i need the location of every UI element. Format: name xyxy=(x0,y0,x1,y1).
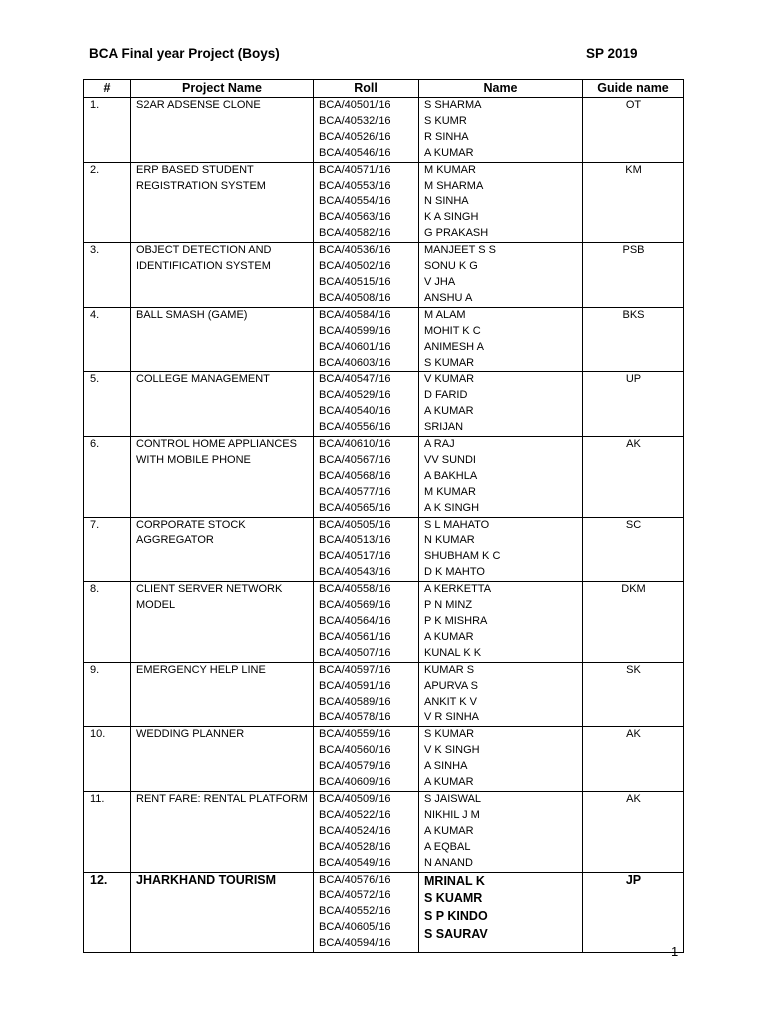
project-table xyxy=(83,79,684,953)
roll-number: BCA/40594/16 xyxy=(319,937,391,950)
student-name: V KUMAR xyxy=(424,373,475,386)
project-name: RENT FARE: RENTAL PLATFORM xyxy=(131,791,314,872)
name-cell xyxy=(419,372,583,437)
student-name: SRIJAN xyxy=(424,421,464,434)
student-name: P K MISHRA xyxy=(424,615,488,627)
student-name: ANSHU A xyxy=(424,291,473,304)
student-name: MANJEET S S xyxy=(424,244,496,257)
roll-number: BCA/40567/16 xyxy=(319,453,391,466)
student-name: A KUMAR xyxy=(424,824,474,837)
student-name: ANKIT K V xyxy=(424,695,477,708)
student-name: A KUMAR xyxy=(424,405,474,418)
guide-name: AK xyxy=(583,437,684,518)
roll-cell xyxy=(314,582,419,663)
roll-cell xyxy=(314,872,419,953)
roll-number: BCA/40552/16 xyxy=(319,905,391,918)
name-cell xyxy=(419,98,583,163)
table-row xyxy=(84,307,684,372)
roll-number: BCA/40536/16 xyxy=(319,244,391,257)
session-label: SP 2019 xyxy=(586,46,638,61)
roll-number: BCA/40576/16 xyxy=(319,873,391,886)
row-number: 2. xyxy=(84,162,131,243)
roll-number: BCA/40502/16 xyxy=(319,260,391,273)
project-name: BALL SMASH (GAME) xyxy=(131,307,314,372)
roll-number: BCA/40569/16 xyxy=(319,599,391,612)
roll-number: BCA/40528/16 xyxy=(319,840,391,853)
roll-number: BCA/40553/16 xyxy=(319,179,391,192)
roll-number: BCA/40564/16 xyxy=(319,615,391,627)
table-row xyxy=(84,98,684,163)
roll-number: BCA/40565/16 xyxy=(319,501,391,514)
roll-number: BCA/40601/16 xyxy=(319,340,391,353)
name-cell xyxy=(419,662,583,727)
roll-number: BCA/40554/16 xyxy=(319,195,391,208)
document-title: BCA Final year Project (Boys) xyxy=(89,46,280,61)
project-name: OBJECT DETECTION AND IDENTIFICATION SYSTEM xyxy=(131,243,314,308)
student-name: S KUMR xyxy=(424,114,467,127)
student-name: A KERKETTA xyxy=(424,583,492,596)
row-number: 3. xyxy=(84,243,131,308)
roll-number: BCA/40582/16 xyxy=(319,227,391,240)
student-name: S KUMAR xyxy=(424,728,475,741)
table-row xyxy=(84,243,684,308)
guide-name: KM xyxy=(583,162,684,243)
column-header-number: # xyxy=(84,80,131,98)
student-name: A K SINGH xyxy=(424,501,480,514)
name-cell xyxy=(419,243,583,308)
roll-number: BCA/40515/16 xyxy=(319,275,391,288)
student-name: A KUMAR xyxy=(424,146,474,159)
student-name: M KUMAR xyxy=(424,485,476,498)
roll-number: BCA/40603/16 xyxy=(319,356,391,369)
name-cell xyxy=(419,727,583,792)
student-name: SHUBHAM K C xyxy=(424,550,501,563)
name-cell xyxy=(419,582,583,663)
guide-name: OT xyxy=(583,98,684,163)
table-row xyxy=(84,372,684,437)
student-name: S L MAHATO xyxy=(424,518,490,531)
roll-number: BCA/40513/16 xyxy=(319,534,391,547)
student-name: N SINHA xyxy=(424,195,469,208)
roll-number: BCA/40563/16 xyxy=(319,211,391,224)
student-name: S SHARMA xyxy=(424,99,482,111)
student-name: A EQBAL xyxy=(424,840,471,853)
row-number: 9. xyxy=(84,662,131,727)
student-name: KUNAL K K xyxy=(424,646,482,659)
roll-number: BCA/40540/16 xyxy=(319,405,391,418)
table-row xyxy=(84,791,684,872)
roll-cell xyxy=(314,243,419,308)
roll-number: BCA/40571/16 xyxy=(319,163,391,176)
student-name: ANIMESH A xyxy=(424,340,484,353)
project-name: CONTROL HOME APPLIANCES WITH MOBILE PHONE xyxy=(131,437,314,518)
roll-number: BCA/40524/16 xyxy=(319,824,391,837)
student-name: S SAURAV xyxy=(424,926,488,941)
roll-number: BCA/40561/16 xyxy=(319,630,391,643)
table-row xyxy=(84,437,684,518)
roll-number: BCA/40556/16 xyxy=(319,421,391,434)
project-name: S2AR ADSENSE CLONE xyxy=(131,98,314,163)
table-row xyxy=(84,517,684,582)
table-row xyxy=(84,662,684,727)
student-name: S KUMAR xyxy=(424,356,475,369)
student-name: S JAISWAL xyxy=(424,792,482,805)
student-name: N ANAND xyxy=(424,856,473,869)
student-name: APURVA S xyxy=(424,679,479,692)
roll-number: BCA/40505/16 xyxy=(319,518,391,531)
roll-cell xyxy=(314,727,419,792)
roll-number: BCA/40577/16 xyxy=(319,485,391,498)
student-name: MOHIT K C xyxy=(424,324,481,337)
student-name: A BAKHLA xyxy=(424,469,478,482)
table-header-row xyxy=(84,80,684,98)
roll-number: BCA/40605/16 xyxy=(319,921,391,934)
project-name: WEDDING PLANNER xyxy=(131,727,314,792)
roll-number: BCA/40597/16 xyxy=(319,663,391,676)
roll-number: BCA/40560/16 xyxy=(319,744,391,757)
guide-name: SK xyxy=(583,662,684,727)
roll-number: BCA/40543/16 xyxy=(319,566,391,579)
roll-cell xyxy=(314,662,419,727)
student-name: S P KINDO xyxy=(424,909,488,924)
project-name: CORPORATE STOCK AGGREGATOR xyxy=(131,517,314,582)
roll-number: BCA/40546/16 xyxy=(319,146,391,159)
roll-number: BCA/40584/16 xyxy=(319,308,391,321)
student-name: G PRAKASH xyxy=(424,227,489,240)
roll-number: BCA/40501/16 xyxy=(319,99,391,111)
roll-number: BCA/40547/16 xyxy=(319,373,391,386)
guide-name: BKS xyxy=(583,307,684,372)
roll-number: BCA/40568/16 xyxy=(319,469,391,482)
student-name: KUMAR S xyxy=(424,663,475,676)
table-row xyxy=(84,582,684,663)
student-name: A KUMAR xyxy=(424,630,474,643)
guide-name: DKM xyxy=(583,582,684,663)
project-name: EMERGENCY HELP LINE xyxy=(131,662,314,727)
name-cell xyxy=(419,517,583,582)
student-name: MRINAL K xyxy=(424,873,485,888)
roll-number: BCA/40579/16 xyxy=(319,760,391,773)
roll-number: BCA/40526/16 xyxy=(319,130,391,143)
roll-number: BCA/40509/16 xyxy=(319,792,391,805)
page-number: 1 xyxy=(671,944,679,959)
row-number: 12. xyxy=(84,872,131,953)
column-header-project: Project Name xyxy=(131,80,314,98)
table-row xyxy=(84,162,684,243)
roll-number: BCA/40532/16 xyxy=(319,114,391,127)
table-row xyxy=(84,727,684,792)
row-number: 7. xyxy=(84,517,131,582)
student-name: V JHA xyxy=(424,275,456,288)
row-number: 11. xyxy=(84,791,131,872)
row-number: 5. xyxy=(84,372,131,437)
student-name: V R SINHA xyxy=(424,711,480,724)
row-number: 8. xyxy=(84,582,131,663)
project-name: CLIENT SERVER NETWORK MODEL xyxy=(131,582,314,663)
roll-cell xyxy=(314,437,419,518)
student-name: D FARID xyxy=(424,389,468,402)
guide-name: UP xyxy=(583,372,684,437)
student-name: V K SINGH xyxy=(424,744,480,757)
roll-number: BCA/40529/16 xyxy=(319,389,391,402)
roll-number: BCA/40599/16 xyxy=(319,324,391,337)
student-name: K A SINGH xyxy=(424,211,479,224)
column-header-guide: Guide name xyxy=(583,80,684,98)
roll-number: BCA/40578/16 xyxy=(319,711,391,724)
name-cell xyxy=(419,162,583,243)
roll-cell xyxy=(314,98,419,163)
roll-number: BCA/40610/16 xyxy=(319,438,391,451)
student-name: NIKHIL J M xyxy=(424,808,480,821)
guide-name: SC xyxy=(583,517,684,582)
roll-number: BCA/40508/16 xyxy=(319,291,391,304)
roll-cell xyxy=(314,517,419,582)
roll-cell xyxy=(314,791,419,872)
student-name: N KUMAR xyxy=(424,534,475,547)
roll-number: BCA/40559/16 xyxy=(319,728,391,741)
student-name: M ALAM xyxy=(424,308,466,321)
column-header-name: Name xyxy=(419,80,583,98)
name-cell xyxy=(419,872,583,953)
roll-cell xyxy=(314,162,419,243)
student-name: A RAJ xyxy=(424,438,455,451)
roll-number: BCA/40609/16 xyxy=(319,776,391,789)
row-number: 10. xyxy=(84,727,131,792)
row-number: 4. xyxy=(84,307,131,372)
student-name: VV SUNDI xyxy=(424,453,476,466)
student-name: D K MAHTO xyxy=(424,566,485,579)
name-cell xyxy=(419,437,583,518)
table-row xyxy=(84,872,684,953)
roll-number: BCA/40522/16 xyxy=(319,808,391,821)
student-name: A SINHA xyxy=(424,760,468,773)
guide-name: AK xyxy=(583,791,684,872)
roll-number: BCA/40589/16 xyxy=(319,695,391,708)
project-name: ERP BASED STUDENT REGISTRATION SYSTEM xyxy=(131,162,314,243)
column-header-roll: Roll xyxy=(314,80,419,98)
name-cell xyxy=(419,307,583,372)
project-name: COLLEGE MANAGEMENT xyxy=(131,372,314,437)
roll-number: BCA/40558/16 xyxy=(319,583,391,596)
roll-cell xyxy=(314,372,419,437)
student-name: S KUAMR xyxy=(424,891,483,906)
student-name: R SINHA xyxy=(424,130,469,143)
row-number: 1. xyxy=(84,98,131,163)
guide-name: PSB xyxy=(583,243,684,308)
roll-number: BCA/40517/16 xyxy=(319,550,391,563)
student-name: M KUMAR xyxy=(424,163,476,176)
guide-name: JP xyxy=(583,872,684,953)
guide-name: AK xyxy=(583,727,684,792)
student-name: A KUMAR xyxy=(424,776,474,789)
name-cell xyxy=(419,791,583,872)
roll-cell xyxy=(314,307,419,372)
roll-number: BCA/40549/16 xyxy=(319,856,391,869)
roll-number: BCA/40591/16 xyxy=(319,679,391,692)
student-name: M SHARMA xyxy=(424,179,484,192)
row-number: 6. xyxy=(84,437,131,518)
project-name: JHARKHAND TOURISM xyxy=(131,872,314,953)
roll-number: BCA/40572/16 xyxy=(319,889,391,902)
student-name: SONU K G xyxy=(424,260,478,273)
roll-number: BCA/40507/16 xyxy=(319,646,391,659)
student-name: P N MINZ xyxy=(424,599,473,612)
